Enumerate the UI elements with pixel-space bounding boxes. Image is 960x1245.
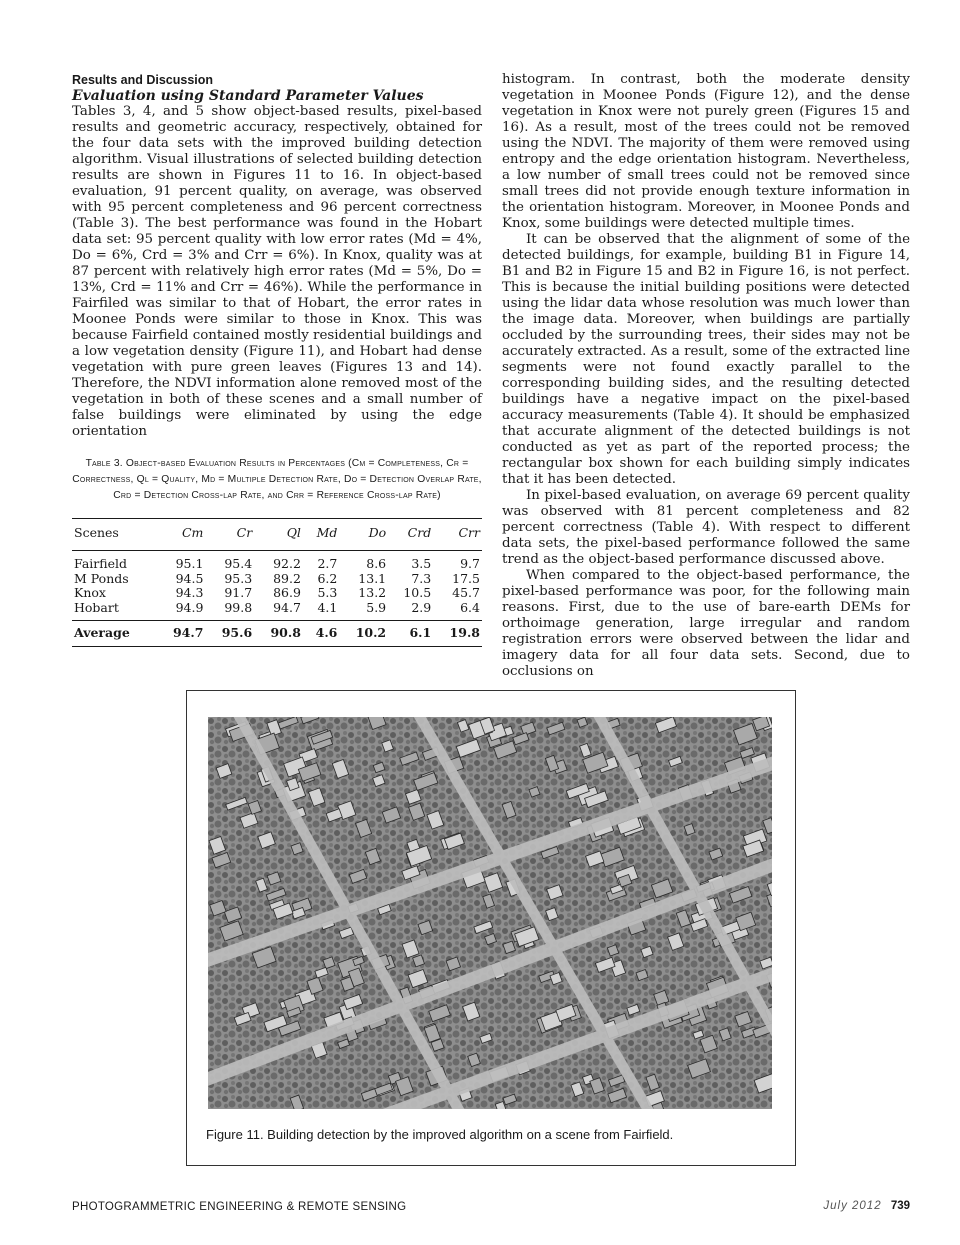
header-cell: Cm bbox=[157, 519, 206, 551]
table-cell: 3.5 bbox=[411, 556, 432, 571]
journal-name: PHOTOGRAMMETRIC ENGINEERING & REMOTE SENSING bbox=[72, 1201, 407, 1213]
table-cell: 89.2 bbox=[273, 570, 301, 586]
table-caption-label: Table 3. bbox=[85, 458, 123, 469]
table-cell: M Ponds bbox=[74, 570, 129, 586]
table-cell: 95.1 bbox=[175, 556, 204, 571]
table-caption-text: Object-based Evaluation Results in Percentages (Cm = Completeness, Cr = Correctness, Ql = Quality, Md = Multiple Detection Rate, Do = Detection Overlap Rate, Crd = Detection Cross-lap Rate, and Crr = Reference Cross-lap Rate) bbox=[72, 458, 482, 501]
table-cell: 94.7 bbox=[273, 599, 301, 615]
left-column bbox=[72, 72, 482, 440]
table-average-row bbox=[72, 621, 482, 647]
header-cell: Crd bbox=[388, 519, 433, 551]
header-cell: Ql bbox=[254, 519, 303, 551]
table-cell: 9.7 bbox=[460, 556, 480, 571]
table-cell: 86.9 bbox=[273, 585, 301, 600]
table-cell: 94.9 bbox=[175, 599, 204, 615]
table-cell: 94.7 bbox=[157, 621, 206, 647]
header-cell: Md bbox=[303, 519, 339, 551]
aerial-image bbox=[208, 717, 772, 1109]
table-row bbox=[72, 586, 482, 601]
figure-11 bbox=[186, 690, 796, 1166]
issue-date: July 2012 bbox=[823, 1200, 882, 1212]
table-cell: 5.3 bbox=[317, 585, 338, 600]
table-cell: 4.1 bbox=[317, 599, 338, 615]
page-number: 739 bbox=[890, 1200, 910, 1212]
table-cell: 90.8 bbox=[254, 621, 303, 647]
body-paragraph: Tables 3, 4, and 5 show object-based results, pixel-based results and geometric accuracy, respectively, obtained for the four data sets with the improved building detection algorithm. Visual illustrations of selected building detection results are shown in Figures 11 to 16. In object-based evaluation, 91 percent quality, on average, was observed with 95 percent completeness and 96 percent correctness (Table 3). The best performance was found in the Hobart data set: 95 percent quality with low error rates (Md = 4%, Do = 6%, Crd = 3% and Crr = 6%). In Knox, quality was at 87 percent with relatively high error rates (Md = 5%, Do = 13%, Crd = 11% and Crr = 46%). While the performance in Fairfiled was similar to that of Hobart, the error rates in Moonee Ponds were similar to those in Knox. This was because Fairfield contained mostly residential buildings and a low vegetation density (Figure 11), and Hobart had dense vegetation with pure green leaves (Figures 13 and 14). Therefore, the NDVI information alone removed most of the vegetation in both of these scenes and a small number of false buildings were eliminated by using the edge orientation bbox=[72, 104, 482, 439]
header-cell: Crr bbox=[433, 519, 482, 551]
table-cell: 13.1 bbox=[358, 570, 387, 586]
page-info bbox=[823, 1200, 910, 1212]
right-column bbox=[502, 72, 910, 680]
figure-caption: Figure 11. Building detection by the improved algorithm on a scene from Fairfield. bbox=[206, 1127, 674, 1142]
body-paragraph: histogram. In contrast, both the moderate density vegetation in Moonee Ponds (Figure 12), and the dense vegetation in Knox were not purely green (Figures 15 and 16). As a result, most of the trees could not be removed using the NDVI. The majority of them were removed using entropy and the edge orientation histogram. Nevertheless, a low number of small trees could not be removed since small trees did not provide enough texture information in the orientation histogram. Moreover, in Moonee Ponds and Knox, some buildings were detected multiple times. bbox=[502, 72, 910, 231]
table-row bbox=[72, 601, 482, 621]
header-cell: Scenes bbox=[72, 519, 157, 551]
subsection-heading: Evaluation using Standard Parameter Values bbox=[72, 88, 424, 104]
table-caption bbox=[72, 456, 482, 504]
table-cell: 6.2 bbox=[317, 570, 338, 586]
table-cell: 99.8 bbox=[224, 599, 253, 615]
table-row bbox=[72, 572, 482, 587]
section-heading: Results and Discussion bbox=[72, 73, 214, 87]
table-cell: 17.5 bbox=[452, 570, 480, 586]
table-cell: Hobart bbox=[74, 599, 119, 615]
body-paragraph: In pixel-based evaluation, on average 69 percent quality was observed with 81 percent completeness and 82 percent correctness (Table 4). With respect to different data sets, the pixel-based performance followed the same trend as the object-based performance discussed above. bbox=[502, 488, 910, 567]
table-cell: 92.2 bbox=[273, 556, 301, 571]
table-cell: 10.5 bbox=[403, 585, 432, 600]
table-cell: 2.9 bbox=[411, 599, 432, 615]
table-cell: 13.2 bbox=[358, 585, 387, 600]
table-row bbox=[72, 551, 482, 572]
table-cell: Average bbox=[72, 621, 157, 647]
table-cell: 94.5 bbox=[175, 570, 204, 586]
table-cell: 7.3 bbox=[411, 570, 432, 586]
table-cell: 95.3 bbox=[224, 570, 253, 586]
table-cell: 91.7 bbox=[224, 585, 253, 600]
table-cell: 19.8 bbox=[433, 621, 482, 647]
table-cell: 95.4 bbox=[224, 556, 253, 571]
table-cell: Fairfield bbox=[74, 556, 127, 571]
body-paragraph: When compared to the object-based performance, the pixel-based performance was poor, for the following main reasons. First, due to the use of bare-earth DEMs for orthoimage generation, large irregular and random registration errors were observed between the lidar and imagery data for all four data sets. Second, due to occlusions on bbox=[502, 568, 910, 679]
table-cell: 8.6 bbox=[366, 556, 387, 571]
table-cell: 95.6 bbox=[205, 621, 254, 647]
table-cell: 6.1 bbox=[388, 621, 433, 647]
table-header-row bbox=[72, 519, 482, 551]
table-cell: 94.3 bbox=[175, 585, 204, 600]
table-cell: 45.7 bbox=[452, 585, 480, 600]
header-cell: Do bbox=[339, 519, 388, 551]
body-paragraph: It can be observed that the alignment of some of the detected buildings, for example, building B1 in Figure 14, B1 and B2 in Figure 15 and B2 in Figure 16, is not perfect. This is because the initial building positions were detected using the lidar data whose resolution was much lower than the image data. Moreover, when buildings are partially occluded by the surrounding trees, their sides may not be accurately extracted. As a result, some of the extracted line segments were not found exactly parallel to the corresponding building sides, and the resulting detected buildings have a negative impact on the pixel-based accuracy measurements (Table 4). It should be emphasized that accurate alignment of the detected buildings is not conducted as yet as part of the reported process; the rectangular box shown for each building simply indicates that it has been detected. bbox=[502, 232, 910, 487]
table-cell: 10.2 bbox=[339, 621, 388, 647]
table-cell: 2.7 bbox=[317, 556, 338, 571]
results-table bbox=[72, 518, 482, 647]
table-cell: 5.9 bbox=[366, 599, 387, 615]
header-cell: Cr bbox=[205, 519, 254, 551]
table-cell: 6.4 bbox=[460, 599, 480, 615]
table-cell: 4.6 bbox=[303, 621, 339, 647]
table-cell: Knox bbox=[74, 585, 106, 600]
